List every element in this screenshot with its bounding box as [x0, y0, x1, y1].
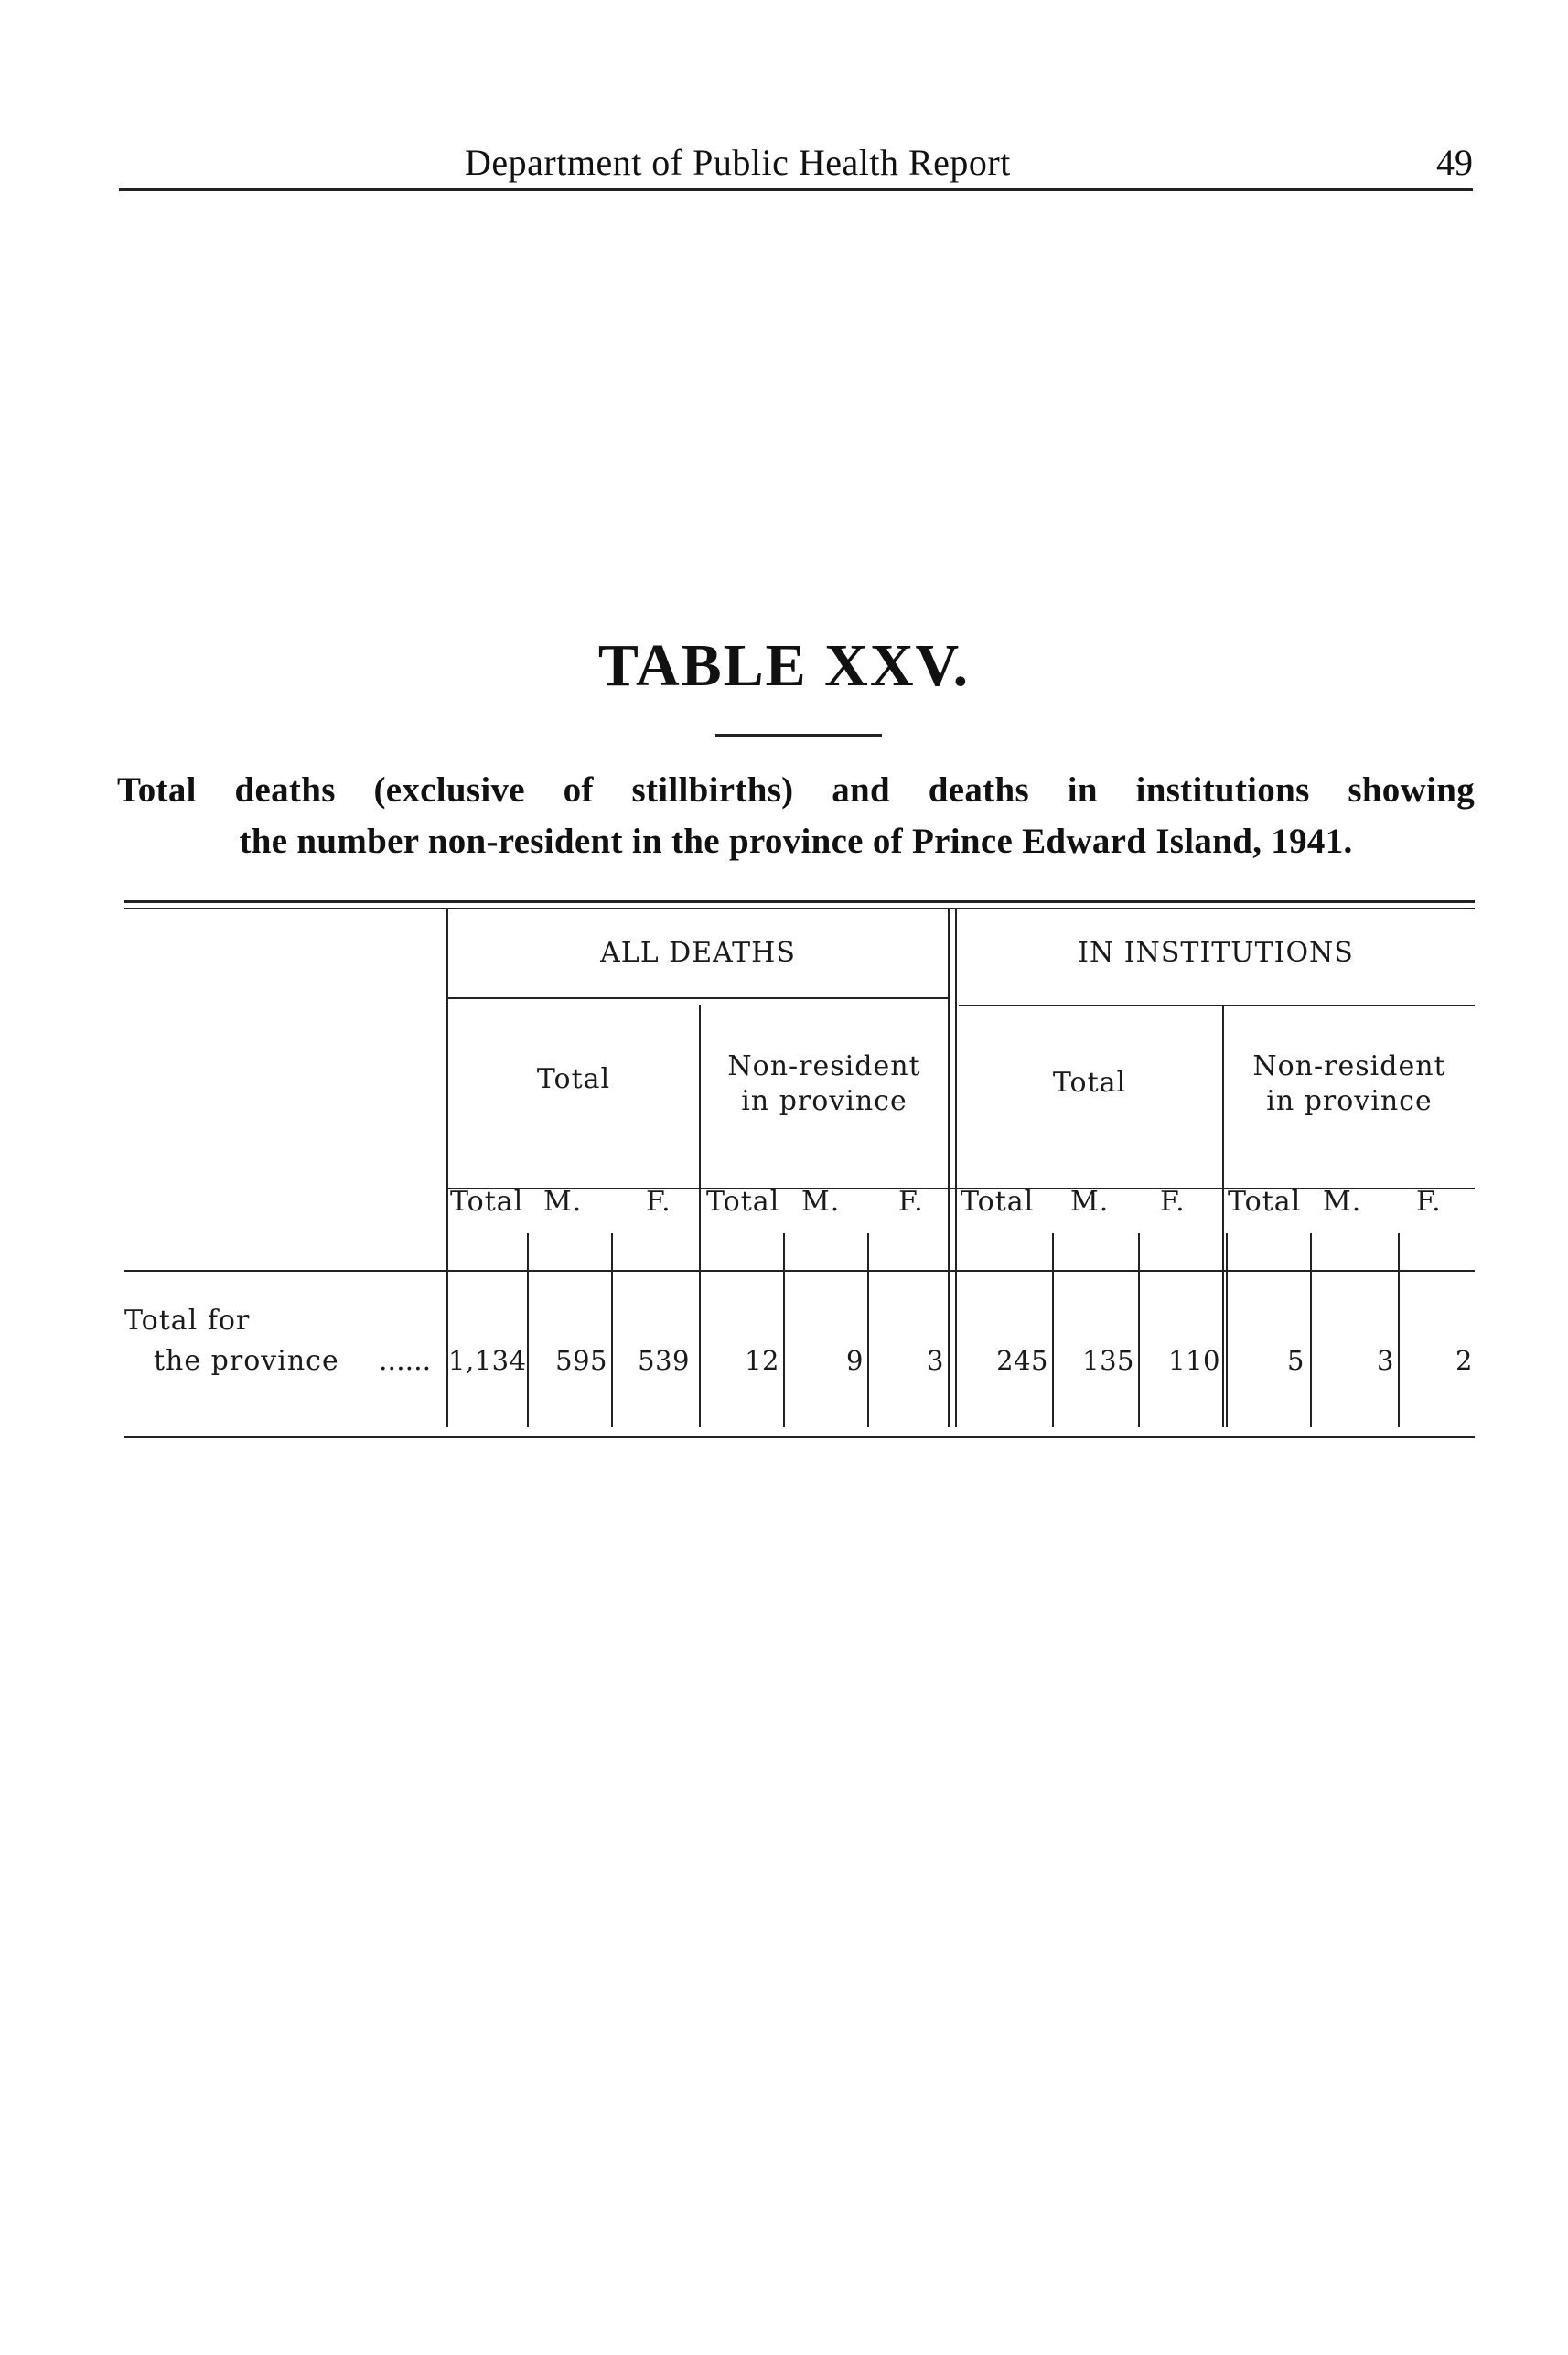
subgroup-all-nonres-line1: Non-resident: [727, 1050, 921, 1082]
row-label-leader: ......: [379, 1345, 432, 1377]
cell-inst-nonres-total: 5: [1287, 1345, 1305, 1376]
col-divider-1: [527, 1233, 529, 1427]
table-caption: [117, 765, 1475, 867]
col-header-inst-m: M.: [1070, 1186, 1110, 1218]
col-divider-3: [783, 1233, 785, 1427]
cell-all-total: 1,134: [448, 1345, 527, 1376]
cell-all-nonres-total: 12: [745, 1345, 779, 1376]
col-divider-6: [1138, 1233, 1140, 1427]
col-header-inst-nonres-total: Total: [1228, 1186, 1302, 1218]
group-divider-b: [955, 909, 957, 1427]
running-head-title: Department of Public Health Report: [465, 142, 1011, 183]
col-divider-8: [1310, 1233, 1312, 1427]
row-label-line2: the province: [154, 1345, 339, 1377]
cell-inst-nonres-f: 2: [1455, 1345, 1473, 1376]
cell-all-m: 595: [555, 1345, 607, 1376]
table-top-rule-2: [124, 908, 1475, 909]
column-header-rule: [124, 1270, 1475, 1272]
col-header-all-nonres-m: M.: [801, 1186, 841, 1218]
col-header-inst-total: Total: [961, 1186, 1035, 1218]
col-header-all-nonres-total: Total: [706, 1186, 780, 1218]
cell-all-f: 539: [638, 1345, 690, 1376]
col-header-all-total: Total: [450, 1186, 524, 1218]
group-header-in-institutions: IN INSTITUTIONS: [1078, 937, 1354, 969]
subgroup-inst-nonres-line2: in province: [1266, 1085, 1433, 1117]
cell-inst-total: 245: [996, 1345, 1048, 1376]
cell-inst-m: 135: [1082, 1345, 1134, 1376]
col-header-all-nonres-f: F.: [898, 1186, 924, 1218]
group-header-rule-right: [959, 1005, 1475, 1006]
col-divider-4: [867, 1233, 869, 1427]
caption-line-1: Total deaths (exclusive of stillbirths) and deaths in institutions showing: [117, 770, 1475, 810]
col-divider-9: [1398, 1233, 1400, 1427]
subgroup-inst-nonres-line1: Non-resident: [1252, 1050, 1446, 1082]
cell-inst-f: 110: [1168, 1345, 1220, 1376]
subgroup-inst-total: Total: [1052, 1067, 1127, 1099]
group-divider-a: [948, 909, 950, 1427]
row-label-line1: Total for: [124, 1305, 251, 1337]
col-header-inst-f: F.: [1160, 1186, 1186, 1218]
table-title: TABLE XXV.: [597, 632, 971, 699]
col-header-inst-nonres-m: M.: [1323, 1186, 1362, 1218]
running-head: [119, 137, 1473, 191]
table-bottom-rule: [124, 1436, 1475, 1438]
col-header-all-f: F.: [646, 1186, 671, 1218]
subgroup-all-nonres-line2: in province: [741, 1085, 908, 1117]
table-top-rule-1: [124, 900, 1475, 903]
group-header-all-deaths: ALL DEATHS: [600, 937, 796, 969]
col-divider-7: [1226, 1233, 1228, 1427]
group-header-rule-left: [448, 997, 950, 999]
col-header-inst-nonres-f: F.: [1416, 1186, 1442, 1218]
subgroup-all-total: Total: [536, 1063, 611, 1095]
cell-all-nonres-f: 3: [927, 1345, 944, 1376]
col-header-all-m: M.: [543, 1186, 583, 1218]
title-rule: [715, 734, 882, 737]
col-divider-2: [611, 1233, 613, 1427]
col-divider-5: [1052, 1233, 1054, 1427]
cell-all-nonres-m: 9: [846, 1345, 864, 1376]
caption-line-2: the number non-resident in the province of Prince Edward Island, 1941.: [239, 822, 1353, 861]
page-number: 49: [1436, 142, 1473, 183]
cell-inst-nonres-m: 3: [1377, 1345, 1394, 1376]
